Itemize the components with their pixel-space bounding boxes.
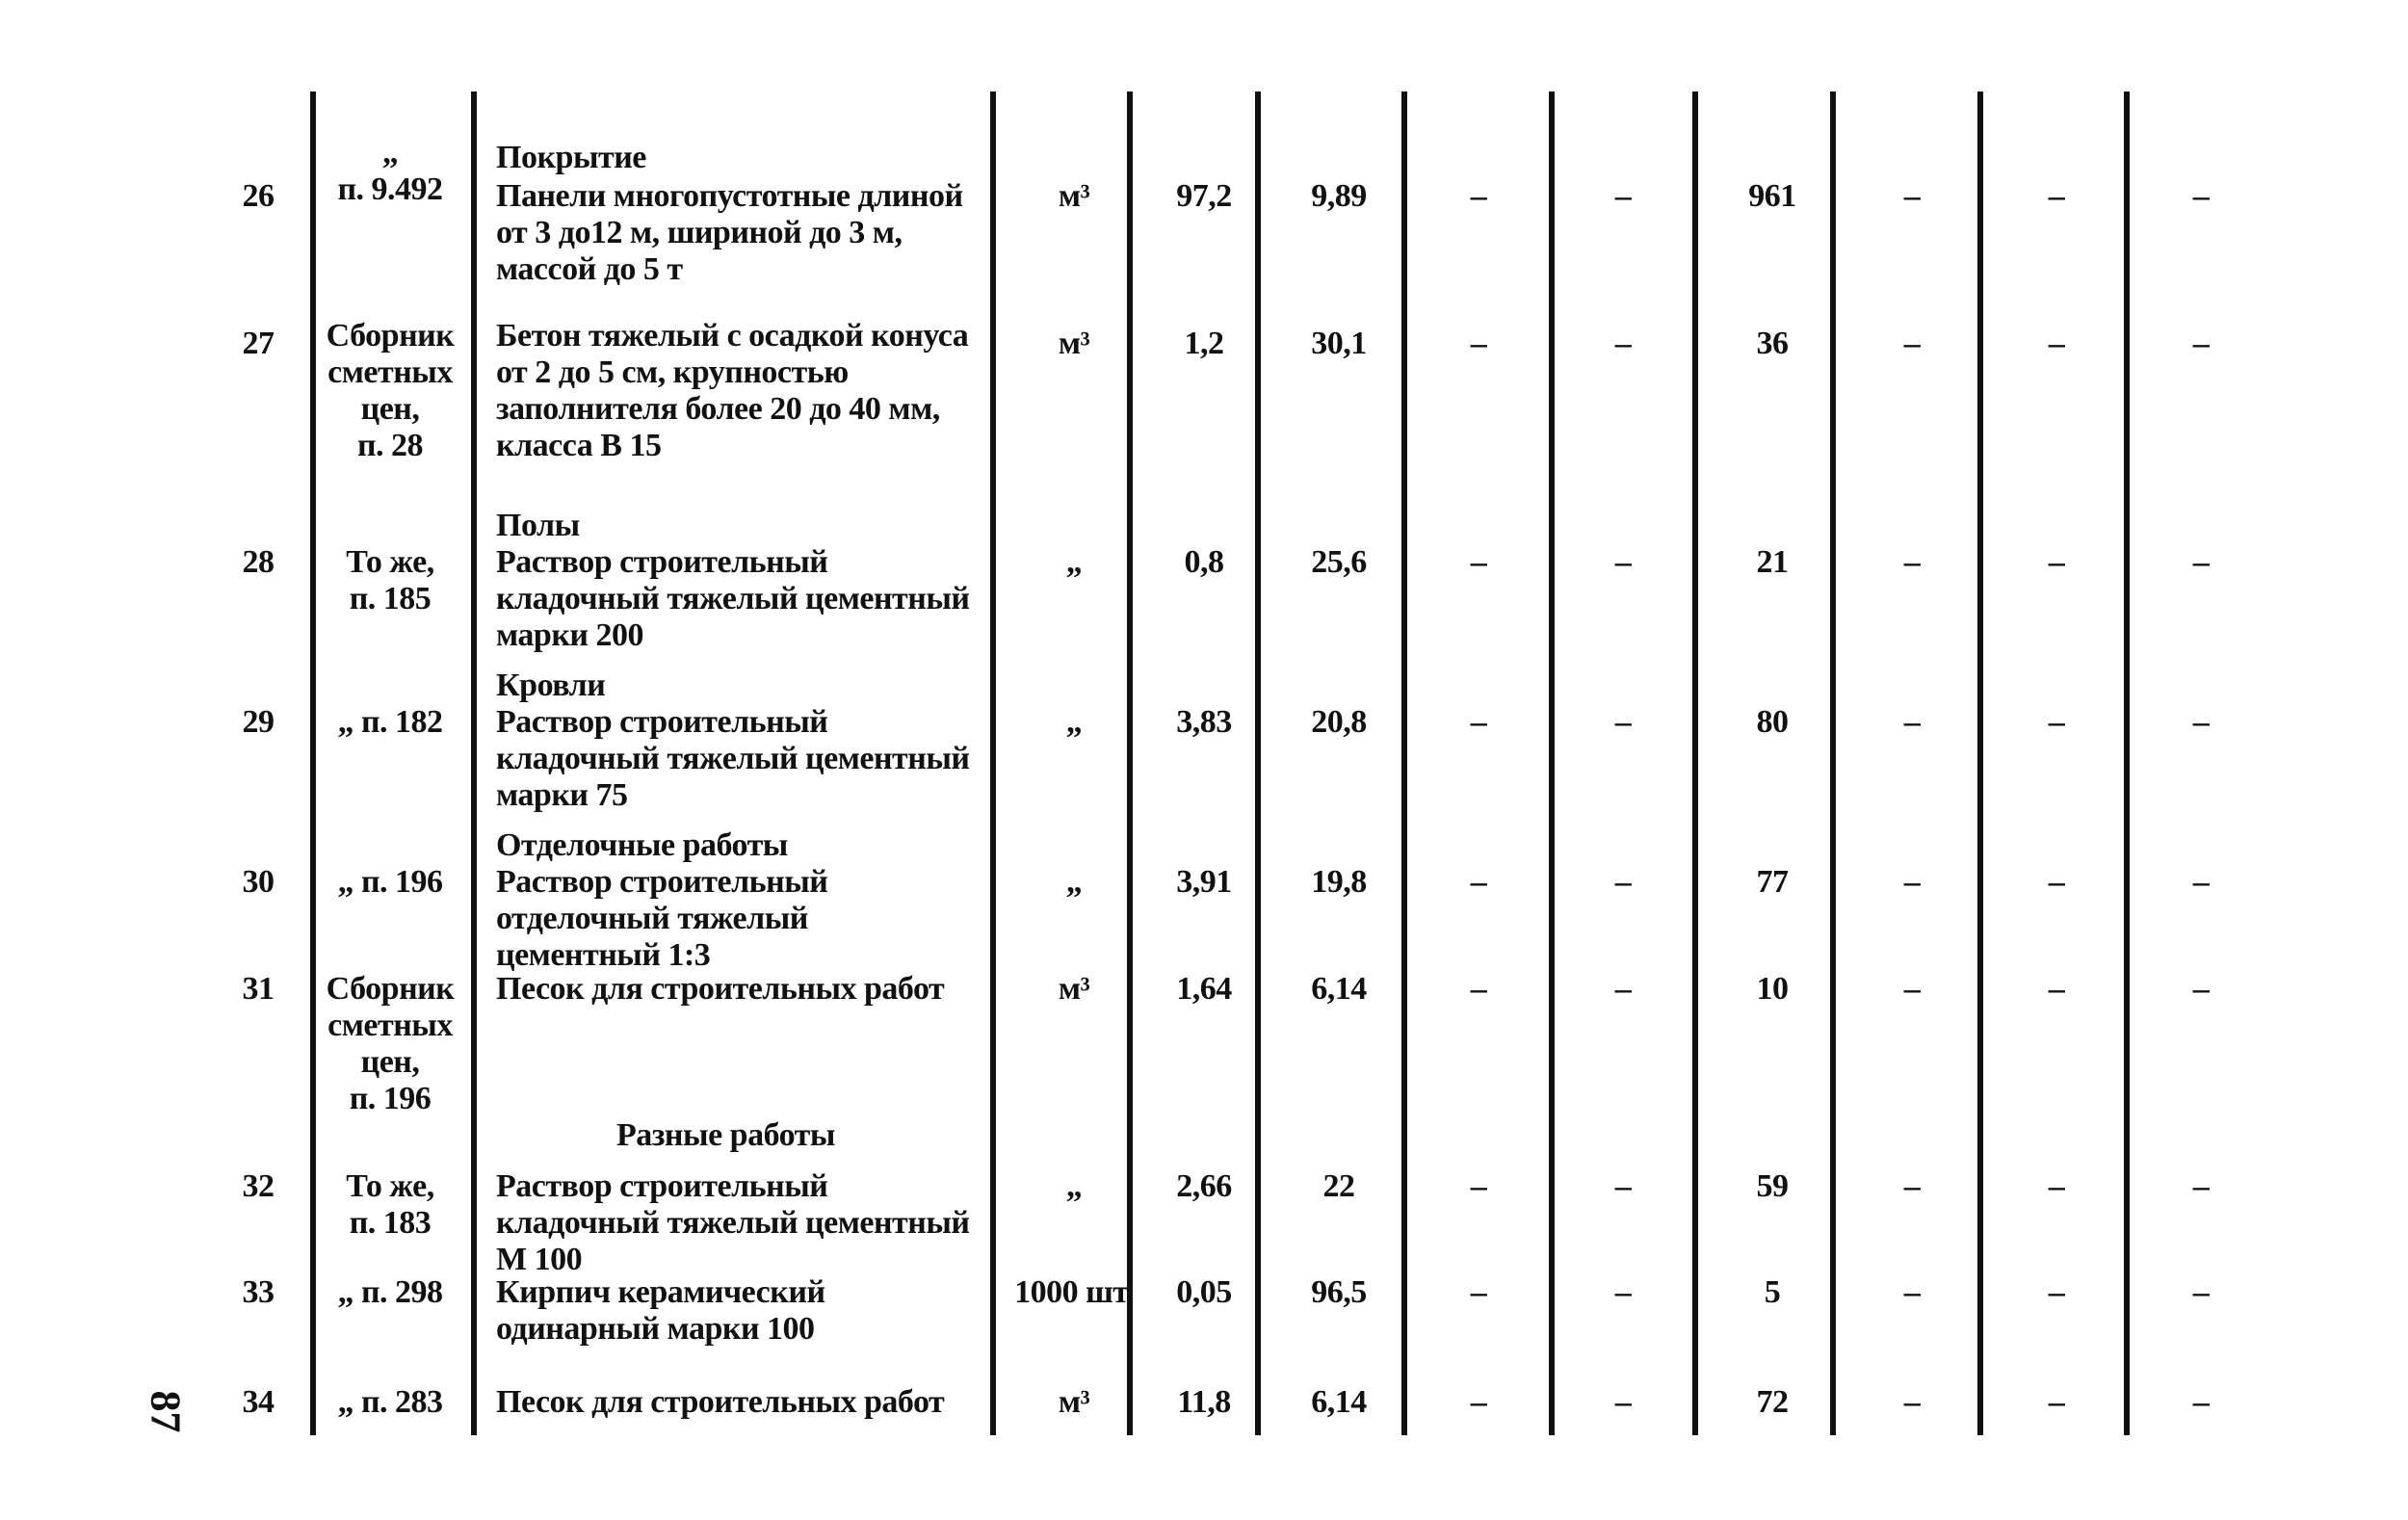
row-number: 32	[242, 1168, 275, 1204]
value-cell-c12: –	[2192, 864, 2210, 900]
value-cell-c5: 11,8	[1177, 1384, 1231, 1420]
row-number: 34	[242, 1384, 275, 1420]
column-divider	[2124, 92, 2130, 1435]
value-cell-c7: –	[1470, 1384, 1487, 1420]
value-cell-c8: –	[1614, 178, 1632, 214]
section-heading: Отделочные работы	[496, 827, 788, 863]
section-heading: Кровли	[496, 668, 606, 703]
source-line: То же,	[346, 544, 434, 580]
source-line: „ п. 283	[337, 1384, 443, 1420]
value-cell-c12: –	[2192, 544, 2210, 580]
item-description: Раствор строительный кладочный тяжелый цементный марки 75	[496, 704, 970, 813]
value-cell-c7: –	[1470, 544, 1487, 580]
value-cell-c12: –	[2192, 326, 2210, 361]
row-number: 29	[242, 704, 275, 740]
item-description: Песок для строительных работ	[496, 1384, 945, 1420]
value-cell-c12: –	[2192, 1168, 2210, 1204]
value-cell-c11: –	[2048, 704, 2065, 740]
value-cell-c11: –	[2048, 178, 2065, 214]
value-cell-c5: 0,05	[1176, 1274, 1232, 1310]
unit-cell: „	[1065, 704, 1083, 740]
value-cell-c6: 19,8	[1311, 864, 1367, 900]
value-cell-c8: –	[1614, 544, 1632, 580]
value-cell-c10: –	[1903, 326, 1921, 361]
value-cell-c5: 1,2	[1184, 326, 1224, 361]
value-cell-c8: –	[1614, 704, 1632, 740]
item-description: Кирпич керамический одинарный марки 100	[496, 1274, 825, 1347]
value-cell-c9: 5	[1764, 1274, 1781, 1310]
row-number: 30	[242, 864, 275, 900]
value-cell-c7: –	[1470, 178, 1487, 214]
source-line: п. 196	[349, 1081, 432, 1116]
value-cell-c8: –	[1614, 864, 1632, 900]
value-cell-c8: –	[1614, 1168, 1632, 1204]
item-description: Раствор строительный кладочный тяжелый цементный марки 200	[496, 544, 970, 653]
source-line: п. 28	[356, 428, 424, 463]
unit-cell: м³	[1058, 1384, 1090, 1420]
value-cell-c7: –	[1470, 1274, 1487, 1310]
value-cell-c8: –	[1614, 1384, 1632, 1420]
value-cell-c10: –	[1903, 178, 1921, 214]
source-line: „ п. 182	[337, 704, 443, 740]
value-cell-c7: –	[1470, 971, 1487, 1007]
value-cell-c7: –	[1470, 326, 1487, 361]
value-cell-c6: 20,8	[1311, 704, 1367, 740]
value-cell-c9: 961	[1748, 178, 1796, 214]
value-cell-c11: –	[2048, 971, 2065, 1007]
column-divider	[1549, 92, 1555, 1435]
value-cell-c6: 6,14	[1311, 971, 1367, 1007]
value-cell-c8: –	[1614, 326, 1632, 361]
value-cell-c12: –	[2192, 1384, 2210, 1420]
row-number: 28	[242, 544, 275, 580]
item-description: Панели многопустотные длиной от 3 до12 м, шириной до 3 м, массой до 5 т	[496, 178, 963, 287]
value-cell-c5: 0,8	[1184, 544, 1224, 580]
source-reference	[318, 1274, 462, 1311]
value-cell-c5: 2,66	[1176, 1168, 1232, 1204]
value-cell-c10: –	[1903, 544, 1921, 580]
unit-cell: м³	[1058, 178, 1090, 214]
item-description: Бетон тяжелый с осадкой конуса от 2 до 5 см, крупностью заполнителя более 20 до 40 мм, класса В 15	[496, 318, 969, 463]
source-line: п. 185	[349, 581, 432, 616]
source-line: цен,	[360, 1044, 420, 1080]
value-cell-c9: 36	[1756, 326, 1789, 361]
value-cell-c8: –	[1614, 1274, 1632, 1310]
value-cell-c11: –	[2048, 864, 2065, 900]
unit-cell: „	[1065, 864, 1083, 900]
source-line: Сборник	[326, 971, 455, 1007]
value-cell-c11: –	[2048, 1168, 2065, 1204]
column-divider	[471, 92, 477, 1435]
source-line: цен,	[360, 391, 420, 427]
column-divider	[310, 92, 316, 1435]
column-divider	[1127, 92, 1133, 1435]
unit-cell: м³	[1058, 326, 1090, 361]
value-cell-c10: –	[1903, 971, 1921, 1007]
row-number: 27	[242, 326, 275, 361]
source-line: Сборник	[326, 318, 455, 354]
value-cell-c11: –	[2048, 1274, 2065, 1310]
value-cell-c7: –	[1470, 864, 1487, 900]
unit-cell: „	[1065, 1168, 1083, 1204]
item-description: Раствор строительный отделочный тяжелый цементный 1:3	[496, 864, 828, 973]
value-cell-c6: 9,89	[1311, 178, 1367, 214]
value-cell-c7: –	[1470, 1168, 1487, 1204]
page-number: 87	[142, 1390, 190, 1433]
value-cell-c6: 22	[1322, 1168, 1355, 1204]
value-cell-c9: 21	[1756, 544, 1789, 580]
section-heading: Покрытие	[496, 140, 646, 175]
source-reference	[318, 544, 462, 617]
value-cell-c12: –	[2192, 1274, 2210, 1310]
source-reference	[318, 704, 462, 741]
value-cell-c10: –	[1903, 704, 1921, 740]
source-line: сметных	[327, 354, 453, 390]
value-cell-c8: –	[1614, 971, 1632, 1007]
value-cell-c5: 1,64	[1176, 971, 1232, 1007]
source-reference	[318, 864, 462, 901]
unit-cell: 1000 шт.	[1014, 1274, 1134, 1310]
value-cell-c9: 72	[1756, 1384, 1789, 1420]
unit-cell: м³	[1058, 971, 1090, 1007]
value-cell-c5: 97,2	[1176, 178, 1232, 214]
source-line: сметных	[327, 1008, 453, 1043]
column-divider	[1401, 92, 1407, 1435]
value-cell-c11: –	[2048, 1384, 2065, 1420]
column-divider	[1255, 92, 1261, 1435]
value-cell-c10: –	[1903, 1274, 1921, 1310]
section-heading: Разные работы	[616, 1117, 835, 1153]
value-cell-c11: –	[2048, 326, 2065, 361]
column-divider	[1977, 92, 1983, 1435]
item-description: Песок для строительных работ	[496, 971, 945, 1007]
source-line: „ п. 298	[337, 1274, 443, 1310]
value-cell-c7: –	[1470, 704, 1487, 740]
column-divider	[1830, 92, 1836, 1435]
value-cell-c6: 96,5	[1311, 1274, 1367, 1310]
source-line: „	[381, 135, 399, 170]
column-divider	[1692, 92, 1698, 1435]
source-line: п. 9.492	[337, 171, 443, 207]
value-cell-c6: 6,14	[1311, 1384, 1367, 1420]
value-cell-c6: 30,1	[1311, 326, 1367, 361]
source-line: То же,	[346, 1168, 434, 1204]
source-line: п. 183	[349, 1205, 432, 1241]
value-cell-c10: –	[1903, 1168, 1921, 1204]
row-number: 33	[242, 1274, 275, 1310]
value-cell-c9: 80	[1756, 704, 1789, 740]
source-reference	[318, 135, 462, 208]
value-cell-c12: –	[2192, 971, 2210, 1007]
source-reference	[318, 1384, 462, 1421]
row-number: 31	[242, 971, 275, 1007]
value-cell-c10: –	[1903, 1384, 1921, 1420]
source-reference	[318, 318, 462, 464]
section-heading: Полы	[496, 508, 580, 543]
value-cell-c9: 59	[1756, 1168, 1789, 1204]
source-line: „ п. 196	[337, 864, 443, 900]
value-cell-c6: 25,6	[1311, 544, 1367, 580]
source-reference	[318, 971, 462, 1117]
value-cell-c9: 77	[1756, 864, 1789, 900]
value-cell-c10: –	[1903, 864, 1921, 900]
unit-cell: „	[1065, 544, 1083, 580]
value-cell-c11: –	[2048, 544, 2065, 580]
value-cell-c12: –	[2192, 178, 2210, 214]
value-cell-c12: –	[2192, 704, 2210, 740]
value-cell-c5: 3,83	[1176, 704, 1232, 740]
item-description: Раствор строительный кладочный тяжелый цементный М 100	[496, 1168, 970, 1277]
row-number: 26	[242, 178, 275, 214]
source-reference	[318, 1168, 462, 1242]
column-divider	[990, 92, 996, 1435]
value-cell-c9: 10	[1756, 971, 1789, 1007]
value-cell-c5: 3,91	[1176, 864, 1232, 900]
